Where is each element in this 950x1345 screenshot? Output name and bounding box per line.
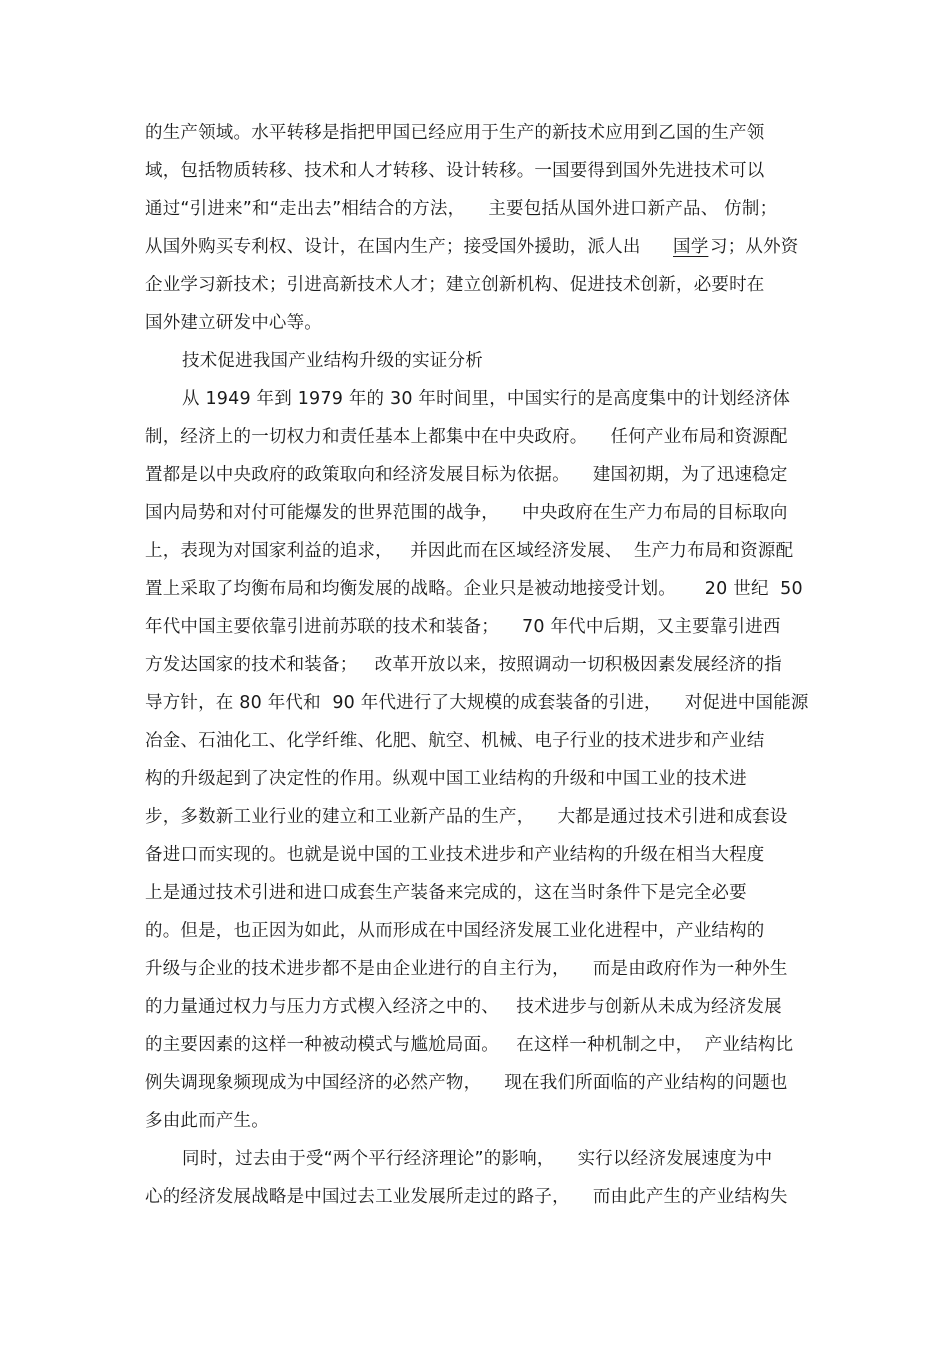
text-line-17: 构的升级起到了决定性的作用。纵观中国工业结构的升级和中国工业的技术进 [145,769,747,789]
text-line-20: 上是通过技术引进和进口成套生产装备来完成的，这在当时条件下是完全必要 [145,883,747,903]
text-line-10: 国内局势和对付可能爆发的世界范围的战争， 中央政府在生产力布局的目标取向 [145,503,788,523]
text-line-19: 备进口而实现的。也就是说中国的工业技术进步和产业结构的升级在相当大程度 [145,845,765,865]
text-line-12: 置上采取了均衡布局和均衡发展的战略。企业只是被动地接受计划。 20 世纪 50 [145,579,803,599]
text-line-22: 升级与企业的技术进步都不是由企业进行的自主行为， 而是由政府作为一种外生 [145,959,788,979]
text-line-7: 从 1949 年到 1979 年的 30 年时间里，中国实行的是高度集中的计划经济体 [182,389,791,409]
text-line-4-underlined: 国学 [673,237,709,257]
text-line-21: 的。但是，也正因为如此，从而形成在中国经济发展工业化进程中，产业结构的 [145,921,765,941]
text-line-16: 冶金、石油化工、化学纤维、化肥、航空、机械、电子行业的技术进步和产业结 [145,731,765,751]
text-line-15: 导方针，在 80 年代和 90 年代进行了大规模的成套装备的引进， 对促进中国能源 [145,693,809,713]
text-line-26: 多由此而产生。 [145,1111,269,1131]
text-line-9: 置都是以中央政府的政策取向和经济发展目标为依据。 建国初期，为了迅速稳定 [145,465,788,485]
text-line-6: 国外建立研发中心等。 [145,313,322,333]
text-line-5: 企业学习新技术；引进高新技术人才；建立创新机构、促进技术创新，必要时在 [145,275,765,295]
text-line-8: 制，经济上的一切权力和责任基本上都集中在中央政府。 任何产业布局和资源配 [145,427,788,447]
text-line-27: 同时，过去由于受“两个平行经济理论”的影响， 实行以经济发展速度为中 [182,1149,773,1169]
text-line-11: 上，表现为对国家利益的追求， 并因此而在区域经济发展、 生产力布局和资源配 [145,541,794,561]
text-line-1: 的生产领域。水平转移是指把甲国已经应用于生产的新技术应用到乙国的生产领 [145,123,765,143]
text-line-18: 步，多数新工业行业的建立和工业新产品的生产， 大都是通过技术引进和成套设 [145,807,788,827]
text-line-14: 方发达国家的技术和装备； 改革开放以来，按照调动一切积极因素发展经济的指 [145,655,782,675]
section-heading: 技术促进我国产业结构升级的实证分析 [182,351,483,371]
text-line-28: 心的经济发展战略是中国过去工业发展所走过的路子， 而由此产生的产业结构失 [145,1187,788,1207]
text-line-4b: 习；从外资 [710,237,799,257]
text-line-23: 的力量通过权力与压力方式楔入经济之中的、 技术进步与创新从未成为经济发展 [145,997,782,1017]
text-line-25: 例失调现象频现成为中国经济的必然产物， 现在我们所面临的产业结构的问题也 [145,1073,788,1093]
text-line-4a: 从国外购买专利权、设计，在国内生产；接受国外援助，派人出 [145,237,641,257]
text-line-3: 通过“引进来”和“走出去”相结合的方法， 主要包括从国外进口新产品、 仿制； [145,199,778,219]
text-line-2: 域，包括物质转移、技术和人才转移、设计转移。一国要得到国外先进技术可以 [145,161,765,181]
text-line-13: 年代中国主要依靠引进前苏联的技术和装备； 70 年代中后期，又主要靠引进西 [145,617,781,637]
text-line-24: 的主要因素的这样一种被动模式与尴尬局面。 在这样一种机制之中， 产业结构比 [145,1035,794,1055]
